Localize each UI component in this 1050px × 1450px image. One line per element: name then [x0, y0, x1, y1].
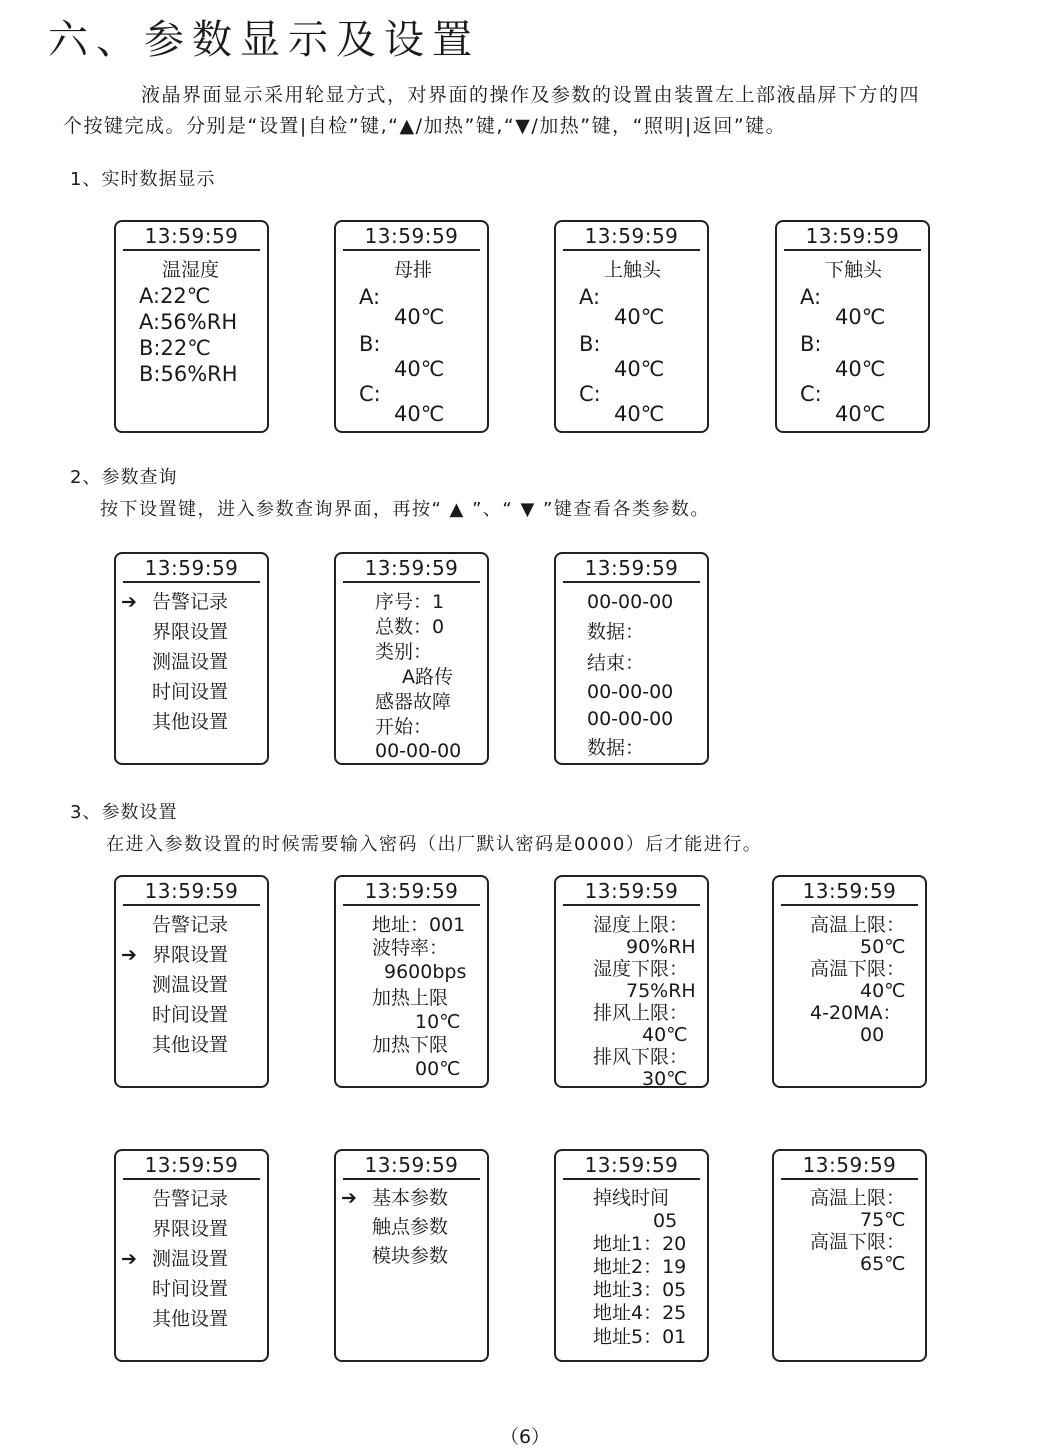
- lcd-line: C:: [579, 382, 601, 406]
- menu-item: 告警记录: [152, 914, 229, 936]
- lcd-time: 13:59:59: [343, 1153, 480, 1180]
- lcd-time: 13:59:59: [343, 879, 480, 906]
- lcd-time: 13:59:59: [343, 556, 480, 583]
- lcd-line: 掉线时间: [593, 1187, 670, 1209]
- menu-item: 测温设置: [152, 974, 229, 996]
- lcd-time: 13:59:59: [563, 879, 700, 906]
- lcd-line: 40℃: [835, 305, 886, 329]
- selection-arrow-icon: ➔: [341, 1187, 357, 1209]
- section-1-title: 1、实时数据显示: [70, 169, 216, 190]
- lcd-line: 75℃: [860, 1209, 906, 1231]
- lcd-line: 地址3：05: [593, 1279, 687, 1301]
- menu-item: 触点参数: [372, 1216, 449, 1238]
- lcd-line: 9600bps: [384, 961, 467, 983]
- lcd-line: 加热上限: [372, 987, 449, 1009]
- lcd-screen-busbar: [334, 220, 489, 433]
- lcd-line: 排风下限：: [593, 1046, 689, 1068]
- menu-item: 测温设置: [152, 651, 229, 673]
- selection-arrow-icon: ➔: [121, 944, 137, 966]
- lcd-line: 40℃: [394, 305, 445, 329]
- lcd-line: 总数：0: [375, 616, 445, 638]
- lcd-line: 地址1：20: [593, 1233, 687, 1255]
- section-2-desc: 按下设置键，进入参数查询界面，再按“ ▲ ”、“ ▼ ”键查看各类参数。: [100, 499, 710, 520]
- lcd-line: 00-00-00: [587, 708, 674, 730]
- lcd-line: 下触头: [825, 259, 883, 281]
- lcd-line: 波特率：: [372, 937, 449, 959]
- menu-item: 告警记录: [152, 591, 229, 613]
- lcd-line: 40℃: [860, 980, 906, 1002]
- lcd-line: 感器故障: [375, 691, 452, 713]
- lcd-line: A路传: [402, 666, 453, 688]
- selection-arrow-icon: ➔: [121, 1248, 137, 1270]
- page-number: （6）: [499, 1426, 551, 1448]
- lcd-time: 13:59:59: [343, 224, 480, 251]
- lcd-time: 13:59:59: [123, 224, 260, 251]
- lcd-line: A:: [800, 285, 822, 309]
- lcd-line: 地址2：19: [593, 1256, 687, 1278]
- menu-item: 时间设置: [152, 1004, 229, 1026]
- lcd-line: 40℃: [835, 402, 886, 426]
- lcd-line: B:22℃: [139, 336, 211, 360]
- lcd-time: 13:59:59: [563, 1153, 700, 1180]
- lcd-line: 湿度下限：: [593, 958, 689, 980]
- lcd-line: 序号：1: [375, 591, 445, 613]
- lcd-line: 数据：: [587, 621, 645, 643]
- lcd-line: C:: [359, 382, 381, 406]
- lcd-screen-addresses: [554, 1149, 709, 1362]
- page-heading: 六、参数显示及设置: [48, 17, 480, 63]
- lcd-screen-temp-humidity: [114, 220, 269, 433]
- lcd-line: C:: [800, 382, 822, 406]
- lcd-line: 40℃: [642, 1024, 688, 1046]
- lcd-line: 00-00-00: [375, 740, 462, 762]
- menu-item: 时间设置: [152, 681, 229, 703]
- menu-item: 界限设置: [152, 1218, 229, 1240]
- lcd-line: A:56%RH: [139, 310, 238, 334]
- menu-item: 测温设置: [152, 1248, 229, 1270]
- lcd-line: A:: [579, 285, 601, 309]
- lcd-time: 13:59:59: [784, 224, 921, 251]
- lcd-line: 40℃: [394, 357, 445, 381]
- lcd-line: 40℃: [394, 402, 445, 426]
- lcd-line: 05: [653, 1210, 678, 1232]
- lcd-line: B:56%RH: [139, 362, 238, 386]
- lcd-screen-alarm-record-detail: [554, 552, 709, 765]
- lcd-line: 开始：: [375, 716, 433, 738]
- lcd-line: B:: [800, 332, 822, 356]
- lcd-line: A:22℃: [139, 284, 211, 308]
- lcd-line: 上触头: [604, 259, 662, 281]
- menu-item: 时间设置: [152, 1278, 229, 1300]
- lcd-line: 30℃: [642, 1068, 688, 1088]
- lcd-line: 75%RH: [626, 980, 696, 1002]
- lcd-screen-main-menu-limit: [114, 875, 269, 1088]
- lcd-line: 类别：: [375, 641, 433, 663]
- lcd-line: 结束：: [587, 652, 645, 674]
- section-3-title: 3、参数设置: [70, 802, 178, 823]
- lcd-line: 地址5：01: [593, 1326, 687, 1348]
- lcd-screen-high-temp: [772, 875, 927, 1088]
- section-2-title: 2、参数查询: [70, 467, 178, 488]
- lcd-time: 13:59:59: [781, 879, 918, 906]
- intro-line-1: 液晶界面显示采用轮显方式，对界面的操作及参数的设置由装置左上部液晶屏下方的四: [141, 84, 921, 106]
- lcd-time: 13:59:59: [781, 1153, 918, 1180]
- lcd-screen-humidity-fan: [554, 875, 709, 1088]
- lcd-line: 00: [860, 1024, 885, 1046]
- lcd-line: 温湿度: [162, 259, 220, 281]
- lcd-line: 00-00-00: [587, 681, 674, 703]
- lcd-line: 湿度上限：: [593, 914, 689, 936]
- lcd-line: 母排: [394, 259, 433, 281]
- lcd-line: 00-00-00: [587, 591, 674, 613]
- lcd-line: 数据：: [587, 737, 645, 759]
- lcd-line: 40℃: [614, 402, 665, 426]
- lcd-screen-high-temp-2: [772, 1149, 927, 1362]
- lcd-line: 90%RH: [626, 936, 696, 958]
- lcd-line: 40℃: [614, 305, 665, 329]
- lcd-line: 40℃: [614, 357, 665, 381]
- lcd-screen-lower-contact: [775, 220, 930, 433]
- lcd-time: 13:59:59: [123, 556, 260, 583]
- menu-item: 界限设置: [152, 944, 229, 966]
- menu-item: 界限设置: [152, 621, 229, 643]
- lcd-line: 高温上限：: [810, 914, 906, 936]
- menu-item: 其他设置: [152, 711, 229, 733]
- lcd-line: 10℃: [415, 1011, 461, 1033]
- menu-item: 基本参数: [372, 1187, 449, 1209]
- lcd-line: 地址4：25: [593, 1302, 687, 1324]
- lcd-line: 50℃: [860, 936, 906, 958]
- lcd-line: B:: [359, 332, 381, 356]
- lcd-line: 高温下限：: [810, 958, 906, 980]
- lcd-screen-comm-heater: [334, 875, 489, 1088]
- lcd-line: 地址：001: [372, 914, 466, 936]
- lcd-time: 13:59:59: [123, 879, 260, 906]
- lcd-line: B:: [579, 332, 601, 356]
- lcd-line: 加热下限: [372, 1034, 449, 1056]
- menu-item: 其他设置: [152, 1034, 229, 1056]
- selection-arrow-icon: ➔: [121, 591, 137, 613]
- menu-item: 模块参数: [372, 1245, 449, 1267]
- lcd-line: 高温上限：: [810, 1187, 906, 1209]
- lcd-line: 排风上限：: [593, 1002, 689, 1024]
- lcd-screen-main-menu: [114, 552, 269, 765]
- lcd-screen-upper-contact: [554, 220, 709, 433]
- lcd-line: 65℃: [860, 1253, 906, 1275]
- section-3-desc: 在进入参数设置的时候需要输入密码（出厂默认密码是0000）后才能进行。: [106, 834, 763, 855]
- lcd-time: 13:59:59: [123, 1153, 260, 1180]
- lcd-time: 13:59:59: [563, 224, 700, 251]
- lcd-screen-main-menu-temp: [114, 1149, 269, 1362]
- lcd-screen-temp-submenu: [334, 1149, 489, 1362]
- lcd-line: A:: [359, 285, 381, 309]
- lcd-line: 4-20MA：: [810, 1002, 902, 1024]
- lcd-line: 00℃: [415, 1058, 461, 1080]
- menu-item: 告警记录: [152, 1188, 229, 1210]
- lcd-line: 高温下限：: [810, 1231, 906, 1253]
- lcd-screen-alarm-record: [334, 552, 489, 765]
- lcd-time: 13:59:59: [563, 556, 700, 583]
- lcd-line: 40℃: [835, 357, 886, 381]
- menu-item: 其他设置: [152, 1308, 229, 1330]
- intro-line-2: 个按键完成。分别是“设置|自检”键,“▲/加热”键,“▼/加热”键，“照明|返回”键。: [63, 115, 787, 137]
